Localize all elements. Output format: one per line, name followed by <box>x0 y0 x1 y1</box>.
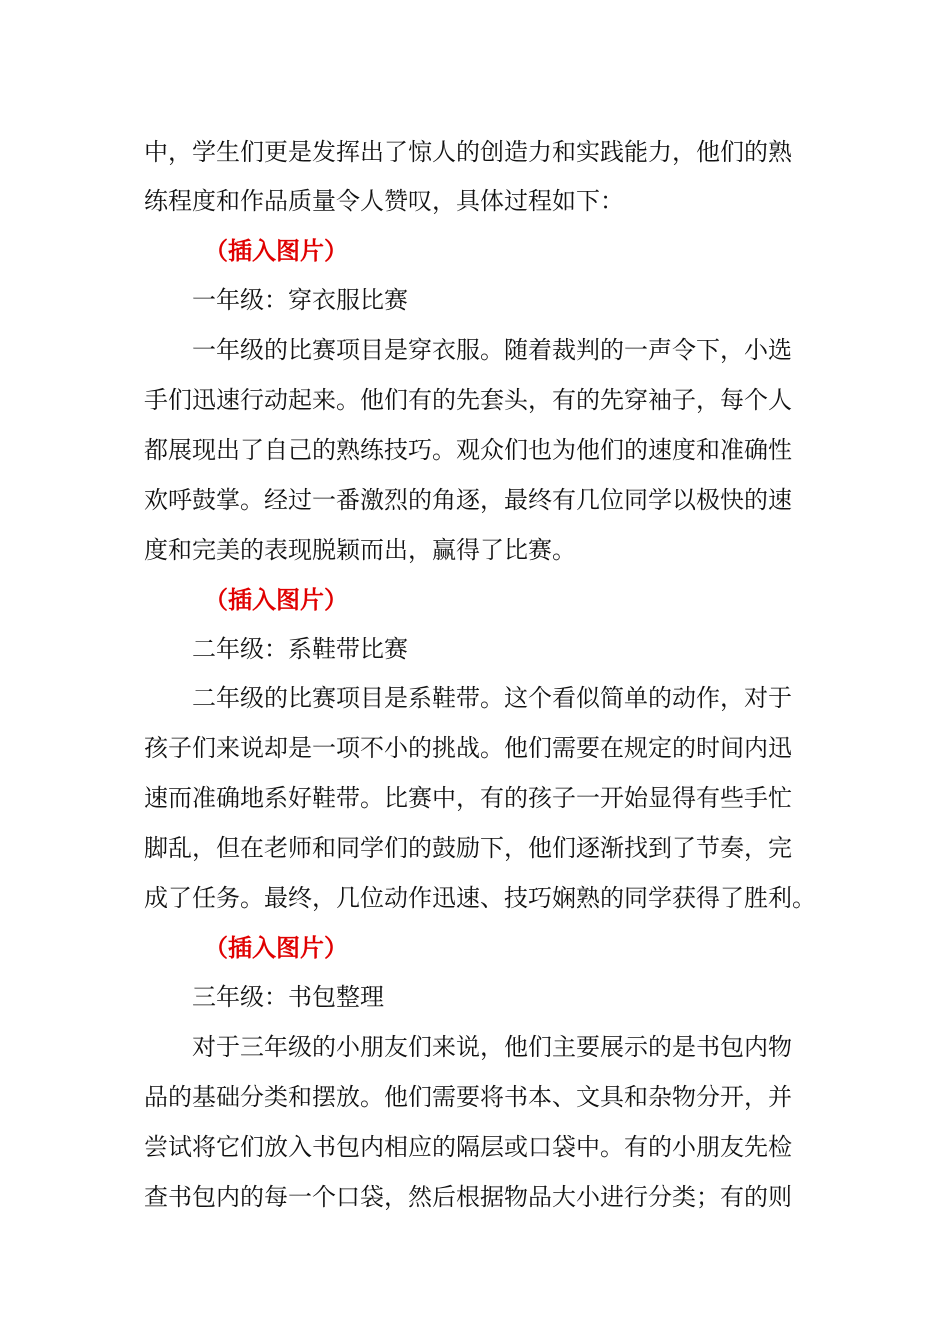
body-text-line: 查书包内的每一个口袋，然后根据物品大小进行分类；有的则 <box>144 1183 792 1211</box>
body-text-line: 尝试将它们放入书包内相应的隔层或口袋中。有的小朋友先检 <box>144 1133 792 1161</box>
section-heading-grade-3: 三年级：书包整理 <box>192 983 384 1011</box>
body-text-line: 品的基础分类和摆放。他们需要将书本、文具和杂物分开，并 <box>144 1083 792 1111</box>
body-text-line: 练程度和作品质量令人赞叹，具体过程如下： <box>144 187 624 215</box>
body-text-line: 中，学生们更是发挥出了惊人的创造力和实践能力，他们的熟 <box>144 138 792 166</box>
body-text-line: 脚乱，但在老师和同学们的鼓励下，他们逐渐找到了节奏，完 <box>144 834 792 862</box>
body-text-line: 手们迅速行动起来。他们有的先套头，有的先穿袖子，每个人 <box>144 386 792 414</box>
body-text-line: 成了任务。最终，几位动作迅速、技巧娴熟的同学获得了胜利。 <box>144 884 816 912</box>
section-heading-grade-1: 一年级：穿衣服比赛 <box>192 286 408 314</box>
body-text-line: 二年级的比赛项目是系鞋带。这个看似简单的动作，对于 <box>192 684 792 712</box>
body-text-line: 度和完美的表现脱颖而出，赢得了比赛。 <box>144 536 576 564</box>
section-heading-grade-2: 二年级：系鞋带比赛 <box>192 635 408 663</box>
body-text-line: 孩子们来说却是一项不小的挑战。他们需要在规定的时间内迅 <box>144 734 792 762</box>
body-text-line: 一年级的比赛项目是穿衣服。随着裁判的一声令下，小选 <box>192 336 792 364</box>
image-placeholder-marker: （插入图片） <box>204 586 348 614</box>
image-placeholder-marker: （插入图片） <box>204 934 348 962</box>
image-placeholder-marker: （插入图片） <box>204 237 348 265</box>
body-text-line: 都展现出了自己的熟练技巧。观众们也为他们的速度和准确性 <box>144 436 792 464</box>
body-text-line: 对于三年级的小朋友们来说，他们主要展示的是书包内物 <box>192 1033 792 1061</box>
body-text-line: 速而准确地系好鞋带。比赛中，有的孩子一开始显得有些手忙 <box>144 784 792 812</box>
body-text-line: 欢呼鼓掌。经过一番激烈的角逐，最终有几位同学以极快的速 <box>144 486 792 514</box>
